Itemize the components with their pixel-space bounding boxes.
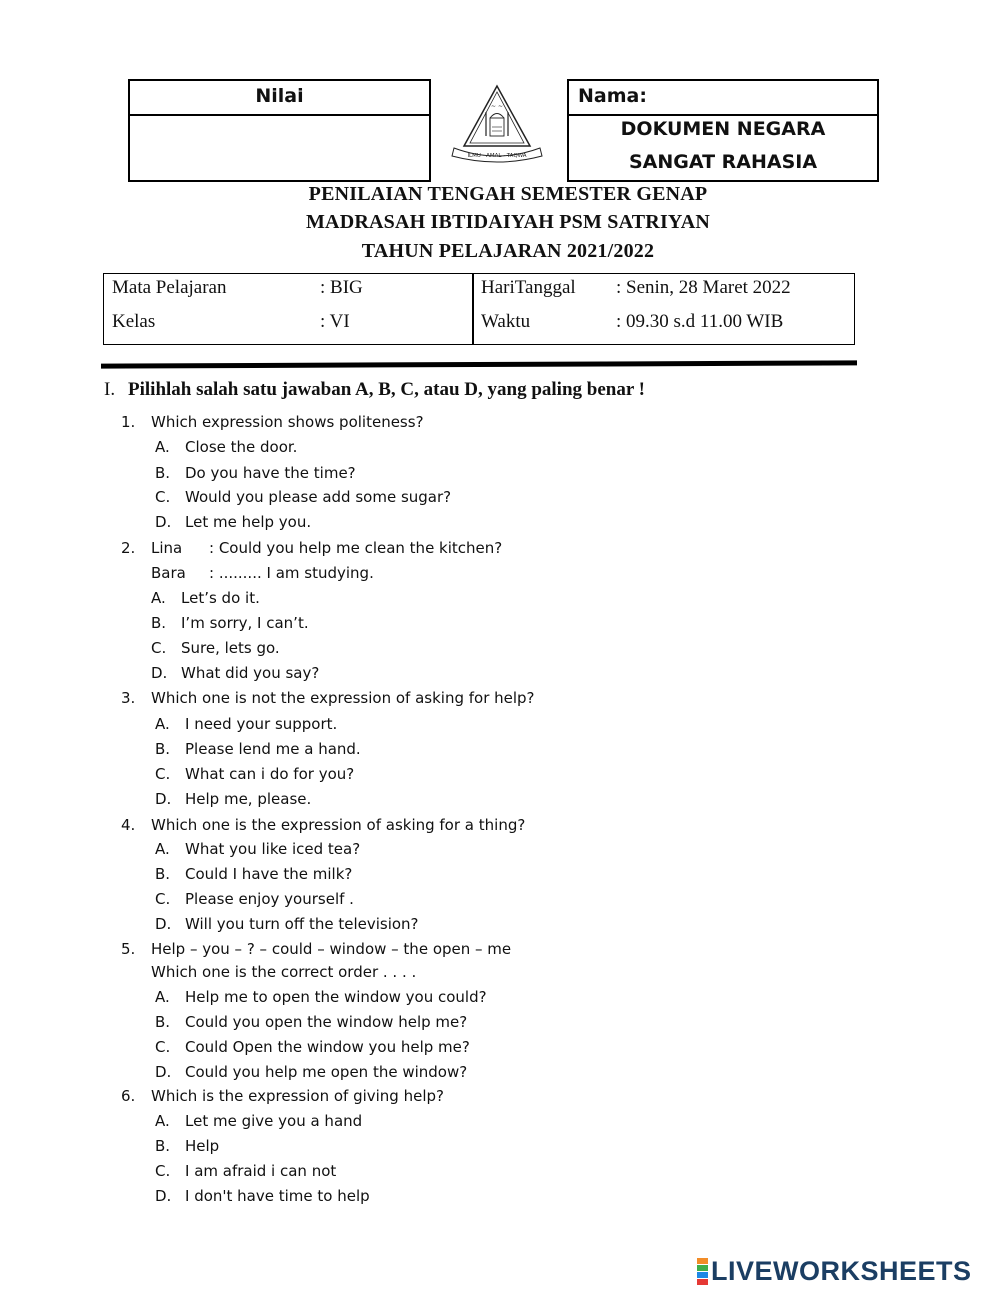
option-text: I don't have time to help <box>185 1187 370 1205</box>
question-number: 1. <box>121 413 136 431</box>
option-letter: B. <box>155 740 171 758</box>
dialog-line: : Could you help me clean the kitchen? <box>209 539 503 557</box>
nama-input[interactable] <box>649 83 869 111</box>
option-text: Could Open the window you help me? <box>185 1038 470 1056</box>
school-logo <box>446 82 548 164</box>
waktu-value: : 09.30 s.d 11.00 WIB <box>616 311 784 332</box>
svg-text:~ ~: ~ ~ <box>491 103 503 110</box>
option-letter: A. <box>155 988 170 1006</box>
option-text: Sure, lets go. <box>181 639 280 657</box>
option-letter: C. <box>155 890 171 908</box>
option-letter: D. <box>155 790 172 808</box>
option-letter: C. <box>155 1162 171 1180</box>
option-text: Will you turn off the television? <box>185 915 419 933</box>
option-text: Please lend me a hand. <box>185 740 361 758</box>
option-text: Would you please add some sugar? <box>185 488 452 506</box>
option-text: I need your support. <box>185 715 338 733</box>
option-text: What did you say? <box>181 664 320 682</box>
option-text: Please enjoy yourself . <box>185 890 354 908</box>
option-letter: B. <box>155 464 171 482</box>
option-text: Could you open the window help me? <box>185 1013 468 1031</box>
header-rule <box>101 360 857 368</box>
question-number: 3. <box>121 689 136 707</box>
waktu-label: Waktu <box>481 311 531 332</box>
option-text: Could I have the milk? <box>185 865 353 883</box>
option-letter: B. <box>155 1013 171 1031</box>
option-letter: A. <box>155 1112 170 1130</box>
nilai-label: Nilai <box>255 85 304 107</box>
question-number: 2. <box>121 539 136 557</box>
academic-year: TAHUN PELAJARAN 2021/2022 <box>361 240 655 262</box>
option-text: Do you have the time? <box>185 464 356 482</box>
option-text: What can i do for you? <box>185 765 355 783</box>
question-subtext: Which one is the correct order . . . . <box>151 963 417 981</box>
exam-title: PENILAIAN TENGAH SEMESTER GENAP <box>308 183 708 205</box>
option-letter: B. <box>155 865 171 883</box>
option-letter: D. <box>155 513 172 531</box>
logo-ribbon-text: ILMU · AMAL · TAQWA <box>467 153 527 159</box>
nama-divider <box>569 114 877 116</box>
dialog-speaker: Lina <box>151 539 183 557</box>
option-text: Let’s do it. <box>181 589 260 607</box>
option-text: I am afraid i can not <box>185 1162 337 1180</box>
question-text: Which one is not the expression of asking for help? <box>151 689 535 707</box>
option-text: Close the door. <box>185 438 298 456</box>
option-letter: A. <box>155 715 170 733</box>
question-number: 5. <box>121 940 136 958</box>
brand-name: LIVEWORKSHEETS <box>711 1255 972 1286</box>
question-text: Which is the expression of giving help? <box>151 1087 444 1105</box>
option-letter: D. <box>155 1187 172 1205</box>
option-letter: A. <box>155 840 170 858</box>
nilai-divider <box>130 114 429 116</box>
option-text: Let me give you a hand <box>185 1112 363 1130</box>
option-letter: A. <box>155 438 170 456</box>
question-number: 6. <box>121 1087 136 1105</box>
info-table-divider <box>472 274 474 344</box>
nilai-score-field[interactable] <box>132 118 427 178</box>
school-name: MADRASAH IBTIDAIYAH PSM SATRIYAN <box>305 211 711 233</box>
mapel-label: Mata Pelajaran <box>112 277 227 298</box>
dialog-speaker: Bara <box>151 564 186 582</box>
nama-box <box>567 79 879 182</box>
section-number: I. <box>104 379 116 400</box>
dialog-line: : ......... I am studying. <box>209 564 374 582</box>
kelas-label: Kelas <box>112 311 156 332</box>
option-letter: C. <box>151 639 167 657</box>
question-text: Which expression shows politeness? <box>151 413 424 431</box>
doc-classification-line1: DOKUMEN NEGARA <box>620 118 826 140</box>
nama-label: Nama: <box>578 85 647 107</box>
option-letter: D. <box>151 664 168 682</box>
option-letter: B. <box>151 614 167 632</box>
option-letter: C. <box>155 765 171 783</box>
exam-info-table <box>103 273 855 345</box>
liveworksheets-logo[interactable] <box>697 1255 972 1287</box>
option-text: Could you help me open the window? <box>185 1063 468 1081</box>
question-text: Help – you – ? – could – window – the open – me <box>151 940 512 958</box>
brand-blocks-icon <box>697 1258 708 1285</box>
option-text: I’m sorry, I can’t. <box>181 614 309 632</box>
option-text: Help me, please. <box>185 790 312 808</box>
kelas-value: : VI <box>320 311 350 332</box>
option-text: Help <box>185 1137 220 1155</box>
option-letter: C. <box>155 488 171 506</box>
section-instruction: Pilihlah salah satu jawaban A, B, C, atau D, yang paling benar ! <box>128 379 645 400</box>
nilai-box <box>128 79 431 182</box>
question-number: 4. <box>121 816 136 834</box>
option-letter: C. <box>155 1038 171 1056</box>
option-letter: D. <box>155 1063 172 1081</box>
option-text: Let me help you. <box>185 513 312 531</box>
doc-classification-line2: SANGAT RAHASIA <box>628 151 818 173</box>
option-letter: B. <box>155 1137 171 1155</box>
option-text: Help me to open the window you could? <box>185 988 487 1006</box>
hari-label: HariTanggal <box>481 277 576 298</box>
question-text: Which one is the expression of asking for a thing? <box>151 816 526 834</box>
option-letter: D. <box>155 915 172 933</box>
hari-value: : Senin, 28 Maret 2022 <box>616 277 791 298</box>
option-text: What you like iced tea? <box>185 840 361 858</box>
option-letter: A. <box>151 589 166 607</box>
mapel-value: : BIG <box>320 277 363 298</box>
